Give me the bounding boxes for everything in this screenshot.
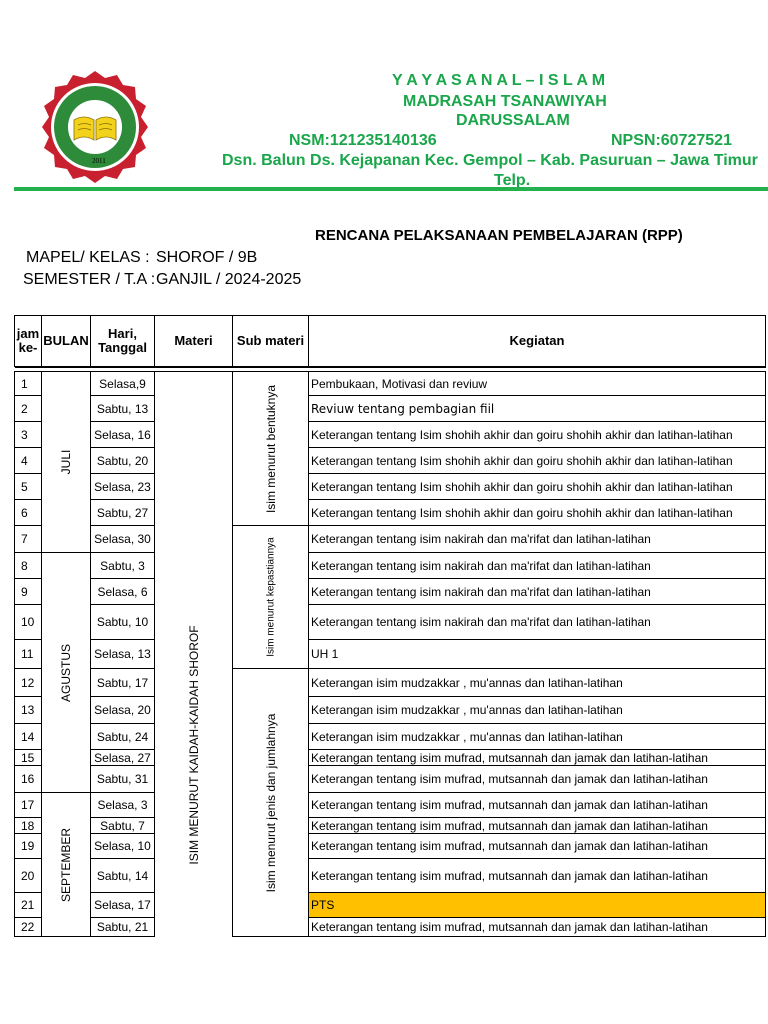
header-sub-materi: Sub materi xyxy=(233,316,309,367)
date-cell: Sabtu, 7 xyxy=(91,818,155,834)
school-logo xyxy=(40,70,150,186)
table-row xyxy=(15,396,766,422)
row-number: 22 xyxy=(15,918,42,937)
date-cell: Selasa, 20 xyxy=(91,697,155,724)
date-cell: Sabtu, 17 xyxy=(91,669,155,697)
date-cell: Selasa, 6 xyxy=(91,579,155,605)
row-number: 6 xyxy=(15,500,42,526)
header-materi: Materi xyxy=(155,316,233,367)
date-cell: Sabtu, 13 xyxy=(91,396,155,422)
row-number: 19 xyxy=(15,834,42,859)
row-number: 20 xyxy=(15,859,42,893)
table-row xyxy=(15,697,766,724)
activity-cell: Keterangan tentang Isim shohih akhir dan goiru shohih akhir dan latihan-latihan xyxy=(309,448,766,474)
month-label: JULI xyxy=(59,449,73,475)
semester-value: GANJIL / 2024-2025 xyxy=(156,271,302,288)
row-number: 13 xyxy=(15,697,42,724)
header-bulan: BULAN xyxy=(42,316,91,367)
table-row xyxy=(15,766,766,793)
header-hari-tanggal: Hari, Tanggal xyxy=(91,316,155,367)
activity-cell: Keterangan tentang isim mufrad, mutsannah dan jamak dan latihan-latihan xyxy=(309,834,766,859)
table-row xyxy=(15,859,766,893)
mapel-value: SHOROF / 9B xyxy=(156,249,258,266)
rpp-table-body xyxy=(15,368,766,937)
row-number: 18 xyxy=(15,818,42,834)
table-row xyxy=(15,579,766,605)
table-row xyxy=(15,724,766,750)
row-number: 1 xyxy=(15,372,42,396)
date-cell: Selasa, 27 xyxy=(91,750,155,766)
table-row xyxy=(15,640,766,669)
activity-cell: Keterangan tentang isim nakirah dan ma'rifat dan latihan-latihan xyxy=(309,605,766,640)
activity-cell: Keterangan tentang isim mufrad, mutsannah dan jamak dan latihan-latihan xyxy=(309,859,766,893)
date-cell: Sabtu, 27 xyxy=(91,500,155,526)
activity-cell: Keterangan tentang isim mufrad, mutsannah dan jamak dan latihan-latihan xyxy=(309,750,766,766)
header-kegiatan: Kegiatan xyxy=(309,316,766,367)
row-number: 21 xyxy=(15,893,42,918)
table-row xyxy=(15,893,766,918)
date-cell: Sabtu, 24 xyxy=(91,724,155,750)
sub-materi-cell xyxy=(233,526,309,669)
table-row xyxy=(15,750,766,766)
table-row xyxy=(15,818,766,834)
row-number: 2 xyxy=(15,396,42,422)
activity-cell: Keterangan isim mudzakkar , mu'annas dan latihan-latihan xyxy=(309,669,766,697)
header-jam: jam ke- xyxy=(15,316,42,367)
letterhead-rule xyxy=(14,187,768,191)
row-number: 17 xyxy=(15,793,42,818)
row-number: 12 xyxy=(15,669,42,697)
month-cell xyxy=(42,553,91,793)
date-cell: Sabtu, 3 xyxy=(91,553,155,579)
mapel-label: MAPEL/ KELAS : xyxy=(26,249,150,266)
activity-cell: Keterangan tentang isim nakirah dan ma'rifat dan latihan-latihan xyxy=(309,526,766,553)
date-cell: Selasa,9 xyxy=(91,372,155,396)
activity-cell: Keterangan tentang isim nakirah dan ma'rifat dan latihan-latihan xyxy=(309,553,766,579)
row-number: 3 xyxy=(15,422,42,448)
date-cell: Selasa, 3 xyxy=(91,793,155,818)
table-row xyxy=(15,669,766,697)
highlighted-activity-cell: PTS xyxy=(309,893,766,918)
month-cell xyxy=(42,372,91,553)
school-address: Dsn. Balun Ds. Kejapanan Kec. Gempol – Kab. Pasuruan – Jawa Timur xyxy=(222,152,758,169)
activity-cell: Keterangan tentang Isim shohih akhir dan goiru shohih akhir dan latihan-latihan xyxy=(309,422,766,448)
date-cell: Selasa, 13 xyxy=(91,640,155,669)
row-number: 11 xyxy=(15,640,42,669)
row-number: 4 xyxy=(15,448,42,474)
npsn-number: NPSN:60727521 xyxy=(611,132,732,149)
row-number: 5 xyxy=(15,474,42,500)
sub-materi-cell xyxy=(233,669,309,937)
school-name-line2: DARUSSALAM xyxy=(456,112,570,129)
date-cell: Sabtu, 21 xyxy=(91,918,155,937)
sub-materi-label: Isim menurut kepastiannya xyxy=(265,537,276,657)
activity-cell: Keterangan tentang isim mufrad, mutsannah dan jamak dan latihan-latihan xyxy=(309,766,766,793)
table-row xyxy=(15,372,766,396)
logo-year: 2011 xyxy=(92,157,106,165)
sub-materi-label: Isim menurut bentuknya xyxy=(263,384,278,513)
rpp-schedule-table xyxy=(14,315,766,937)
activity-cell: Keterangan isim mudzakkar , mu'annas dan latihan-latihan xyxy=(309,697,766,724)
month-label: SEPTEMBER xyxy=(59,827,73,902)
activity-cell: Keterangan isim mudzakkar , mu'annas dan latihan-latihan xyxy=(309,724,766,750)
row-number: 14 xyxy=(15,724,42,750)
activity-cell: Pembukaan, Motivasi dan reviuw xyxy=(309,372,766,396)
date-cell: Selasa, 16 xyxy=(91,422,155,448)
date-cell: Sabtu, 14 xyxy=(91,859,155,893)
row-number: 15 xyxy=(15,750,42,766)
activity-cell: Keterangan tentang Isim shohih akhir dan goiru shohih akhir dan latihan-latihan xyxy=(309,474,766,500)
date-cell: Selasa, 23 xyxy=(91,474,155,500)
document-title: RENCANA PELAKSANAAN PEMBELAJARAN (RPP) xyxy=(315,227,683,244)
row-number: 9 xyxy=(15,579,42,605)
table-row xyxy=(15,422,766,448)
date-cell: Sabtu, 10 xyxy=(91,605,155,640)
table-row xyxy=(15,834,766,859)
row-number: 10 xyxy=(15,605,42,640)
row-number: 16 xyxy=(15,766,42,793)
month-cell xyxy=(42,793,91,937)
row-number: 7 xyxy=(15,526,42,553)
table-row xyxy=(15,553,766,579)
date-cell: Selasa, 10 xyxy=(91,834,155,859)
school-telp: Telp. xyxy=(494,172,531,187)
table-row xyxy=(15,605,766,640)
date-cell: Selasa, 17 xyxy=(91,893,155,918)
activity-cell: Keterangan tentang isim mufrad, mutsannah dan jamak dan latihan-latihan xyxy=(309,918,766,937)
activity-cell: Keterangan tentang isim nakirah dan ma'rifat dan latihan-latihan xyxy=(309,579,766,605)
table-row xyxy=(15,448,766,474)
table-row xyxy=(15,918,766,937)
semester-label: SEMESTER / T.A : xyxy=(23,271,156,288)
materi-cell xyxy=(155,372,233,937)
activity-cell: Keterangan tentang isim mufrad, mutsannah dan jamak dan latihan-latihan xyxy=(309,818,766,834)
activity-cell: UH 1 xyxy=(309,640,766,669)
sub-materi-cell xyxy=(233,372,309,526)
foundation-name: Y A Y A S A N A L – I S L A M xyxy=(392,72,606,89)
date-cell: Sabtu, 20 xyxy=(91,448,155,474)
table-row xyxy=(15,526,766,553)
activity-cell: Reviuw tentang pembagian fiil xyxy=(309,396,766,422)
activity-cell: Keterangan tentang Isim shohih akhir dan goiru shohih akhir dan latihan-latihan xyxy=(309,500,766,526)
table-row xyxy=(15,500,766,526)
row-number: 8 xyxy=(15,553,42,579)
table-row xyxy=(15,474,766,500)
table-row xyxy=(15,793,766,818)
date-cell: Sabtu, 31 xyxy=(91,766,155,793)
nsm-number: NSM:121235140136 xyxy=(289,132,437,149)
materi-label: ISIM MENURUT KAIDAH-KAIDAH SHOROF xyxy=(186,624,201,865)
month-label: AGUSTUS xyxy=(59,643,73,702)
sub-materi-label: Isim menurut jenis dan jumlahnya xyxy=(263,713,278,892)
activity-cell: Keterangan tentang isim mufrad, mutsannah dan jamak dan latihan-latihan xyxy=(309,793,766,818)
date-cell: Selasa, 30 xyxy=(91,526,155,553)
school-name-line1: MADRASAH TSANAWIYAH xyxy=(403,93,607,110)
